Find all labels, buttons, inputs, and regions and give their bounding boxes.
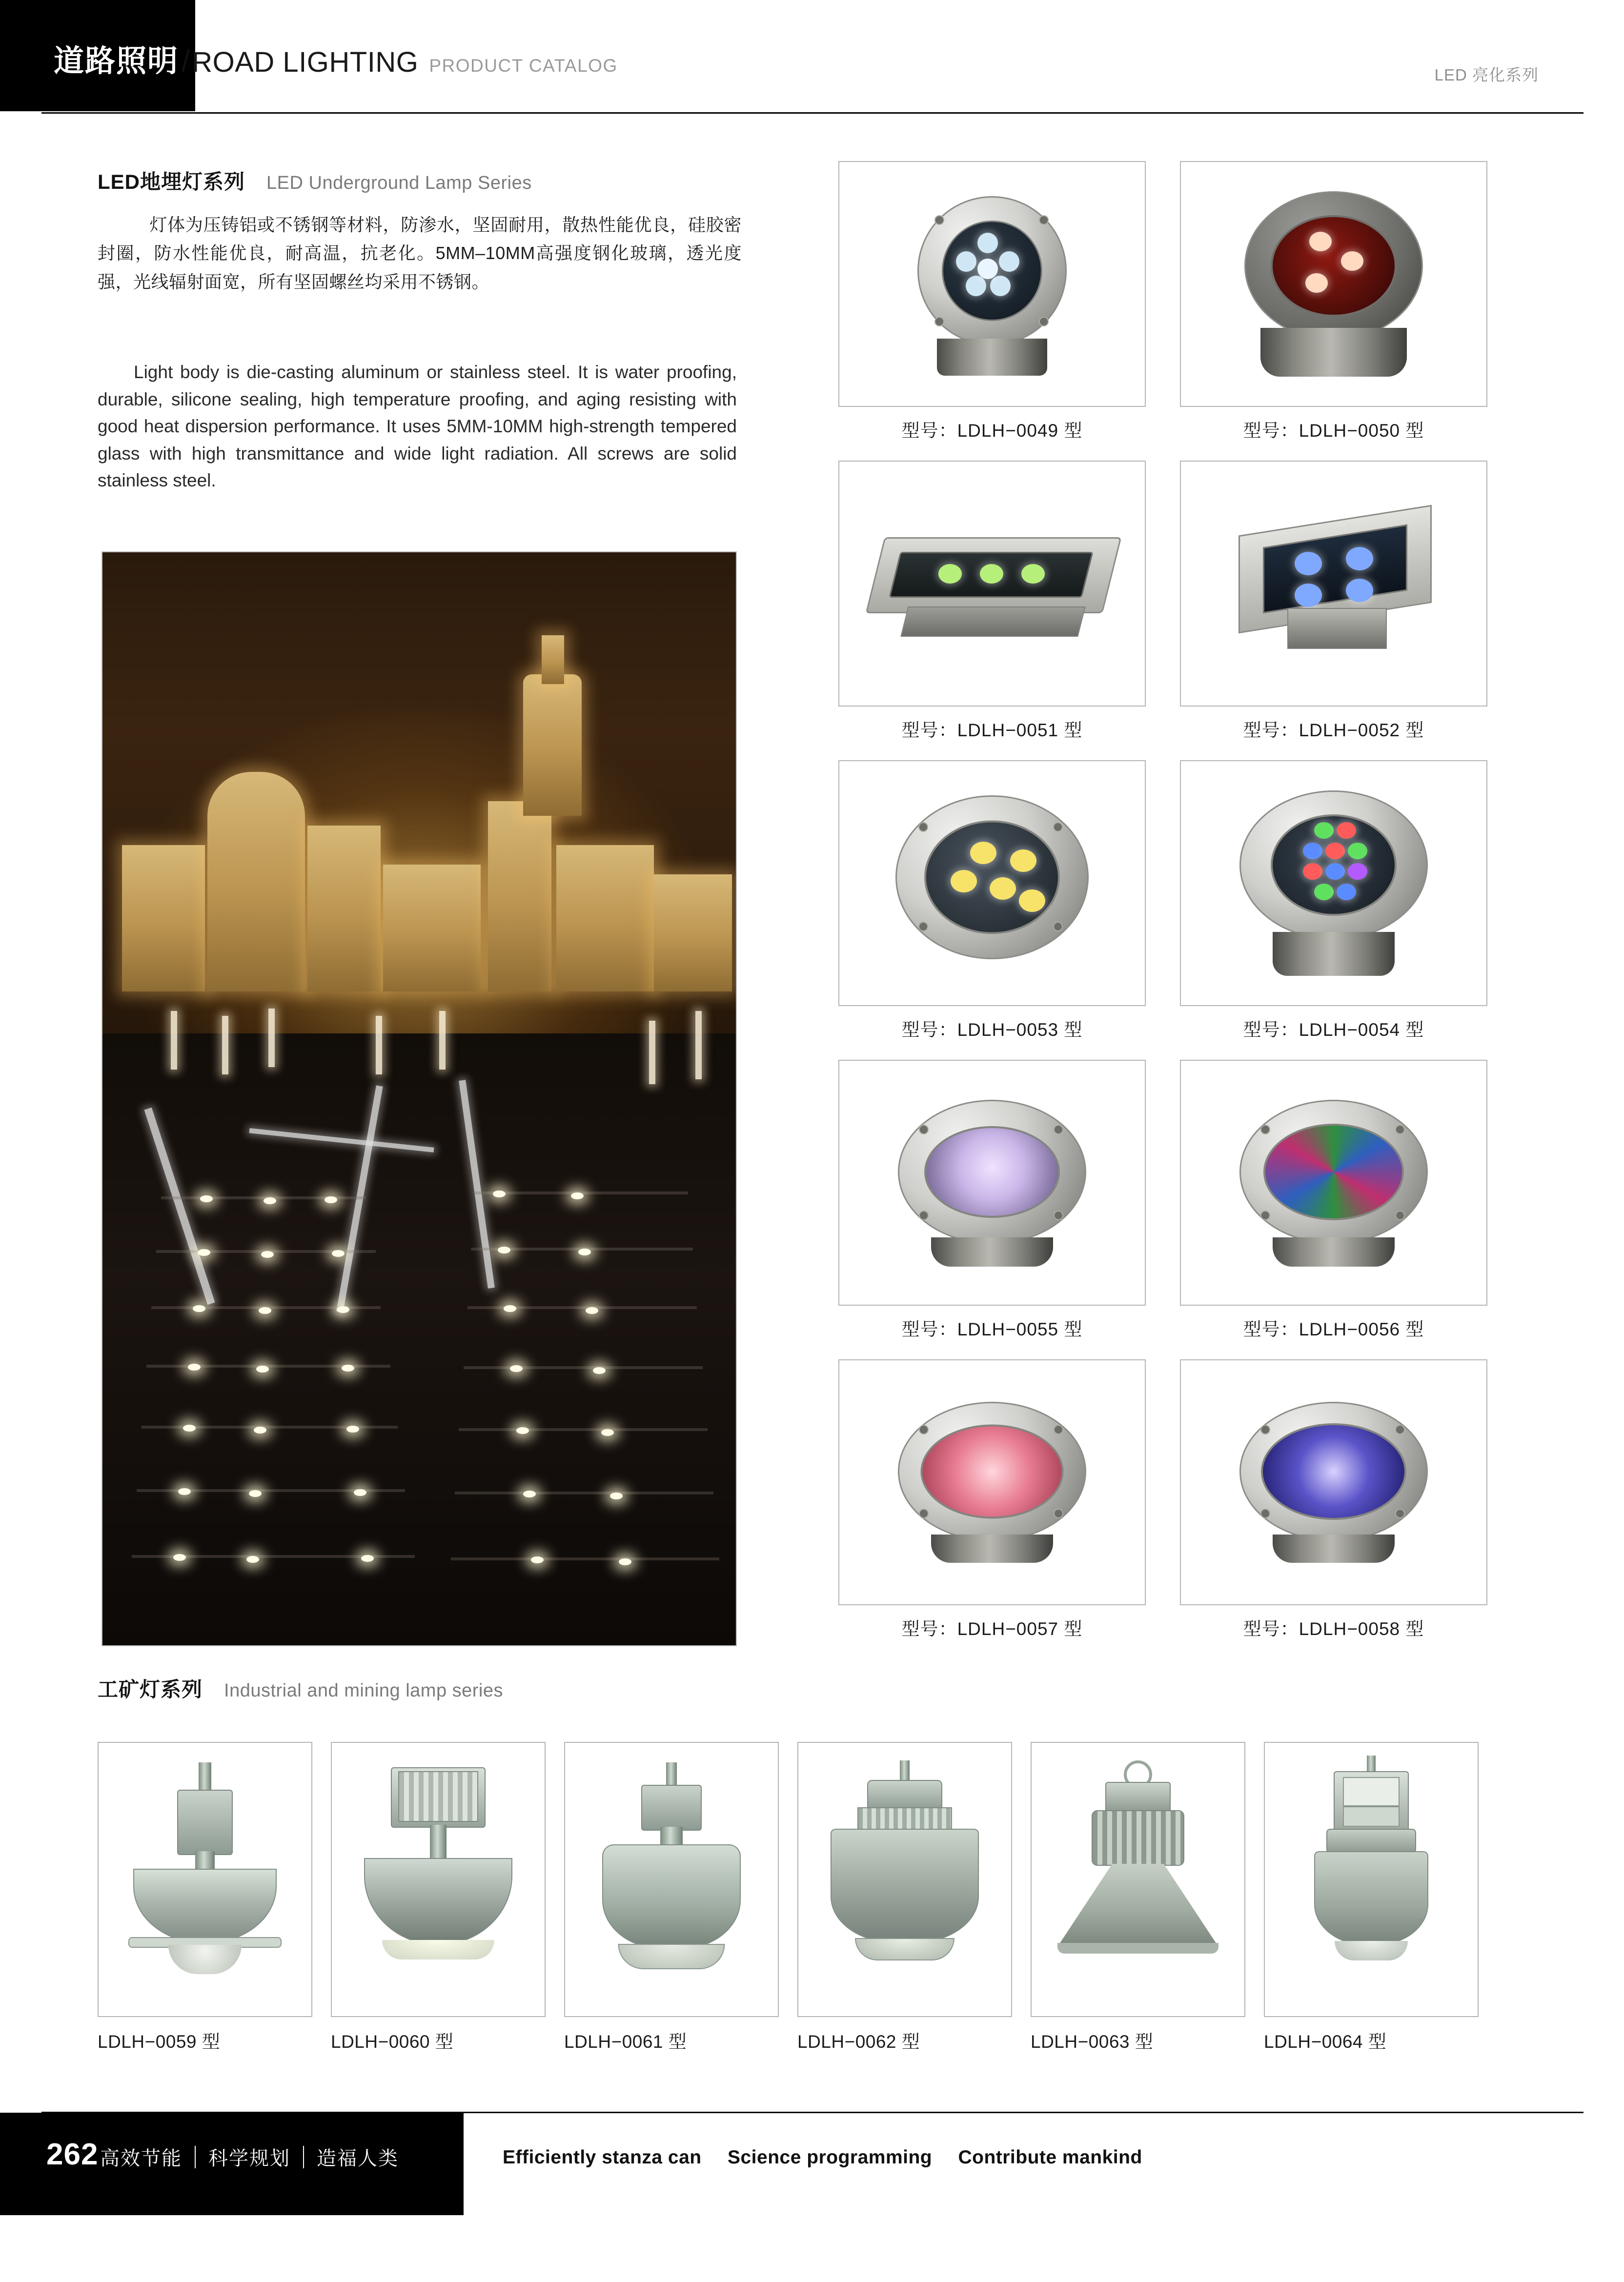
footer-slogan-en-1: Efficiently stanza can: [503, 2147, 702, 2168]
header-title-en: ROAD LIGHTING: [192, 46, 419, 78]
photo-step-light: [510, 1365, 523, 1372]
product-cell-ldlh-0064[interactable]: [1264, 1742, 1479, 2053]
underground-paragraph-en-text: Light body is die-casting aluminum or stainless steel. It is water proofing, durable, silicone sealing, high temperature proofing, and aging resisting with good heat dispersion performance. It uses 5MM-10MM high-strength tempered glass with high transmittance and wide light radiation. All screws are solid stainless steel.: [98, 362, 737, 490]
photo-step-light: [183, 1425, 196, 1432]
product-image-ldlh-0052: [1180, 461, 1487, 707]
product-row: [838, 461, 1585, 754]
product-row: [838, 760, 1585, 1054]
photo-step: [451, 1557, 719, 1560]
photo-building: [556, 845, 654, 991]
section-title-industrial-en: Industrial and mining lamp series: [224, 1680, 504, 1701]
product-image-ldlh-0055: [838, 1060, 1146, 1306]
product-caption: 型号：LDLH−0051 型: [901, 720, 1083, 740]
product-image-ldlh-0061: [564, 1742, 779, 2017]
photo-building: [207, 772, 305, 991]
footer-slogan-cn-3: 造福人类: [317, 2148, 399, 2169]
photo-bollard: [222, 1016, 228, 1074]
footer-slogan-en-3: Contribute mankind: [958, 2147, 1142, 2168]
product-image-ldlh-0051: [838, 461, 1146, 707]
photo-step-light: [178, 1488, 191, 1495]
product-cell-ldlh-0060[interactable]: [331, 1742, 546, 2053]
photo-step-light: [493, 1191, 506, 1197]
product-caption: 型号：LDLH−0057 型: [901, 1619, 1083, 1639]
product-cell-ldlh-0062[interactable]: [797, 1742, 1012, 2053]
photo-step-light: [200, 1195, 213, 1202]
underground-product-grid: [838, 161, 1585, 1659]
photo-step-light: [504, 1305, 516, 1312]
product-cell-ldlh-0059[interactable]: [98, 1742, 312, 2053]
photo-ground: [102, 1033, 736, 1645]
product-cell-ldlh-0057[interactable]: [838, 1359, 1146, 1653]
photo-step-light: [246, 1556, 259, 1563]
photo-step: [467, 1306, 697, 1309]
photo-step-light: [256, 1366, 269, 1373]
photo-building: [654, 874, 732, 991]
photo-bollard: [695, 1011, 702, 1079]
product-caption: LDLH−0064 型: [1264, 2032, 1387, 2052]
photo-bollard: [649, 1021, 655, 1084]
page-header: [0, 0, 1624, 122]
product-caption: LDLH−0059 型: [98, 2032, 221, 2052]
photo-step-light: [325, 1196, 337, 1203]
photo-step-light: [261, 1251, 274, 1258]
section-title-underground: [98, 166, 532, 195]
product-row: [838, 1060, 1585, 1353]
photo-step-light: [198, 1249, 210, 1256]
photo-bollard: [439, 1011, 446, 1070]
photo-step-light: [578, 1249, 591, 1255]
photo-building: [488, 801, 551, 991]
product-image-ldlh-0054: [1180, 760, 1487, 1006]
photo-step-light: [342, 1365, 354, 1372]
product-caption: 型号：LDLH−0058 型: [1243, 1619, 1424, 1639]
header-series-label: LED 亮化系列: [1434, 66, 1539, 84]
section-title-underground-en: LED Underground Lamp Series: [266, 173, 532, 193]
photo-step-light: [332, 1250, 345, 1257]
product-image-ldlh-0059: [98, 1742, 312, 2017]
product-image-ldlh-0057: [838, 1359, 1146, 1605]
photo-step: [459, 1428, 708, 1431]
footer-slogan-en: [503, 2147, 1163, 2168]
product-image-ldlh-0056: [1180, 1060, 1487, 1306]
photo-step-light: [593, 1367, 606, 1374]
photo-step: [455, 1492, 713, 1494]
photo-step-light: [531, 1556, 544, 1563]
product-cell-ldlh-0052[interactable]: [1180, 461, 1487, 754]
product-image-ldlh-0060: [331, 1742, 546, 2017]
photo-building: [307, 826, 381, 991]
product-cell-ldlh-0054[interactable]: [1180, 760, 1487, 1054]
photo-step-light: [249, 1490, 262, 1497]
product-image-ldlh-0064: [1264, 1742, 1479, 2017]
photo-bollard: [171, 1011, 177, 1070]
footer-slogan-divider: [195, 2146, 196, 2168]
product-caption: 型号：LDLH−0055 型: [901, 1319, 1083, 1339]
header-title-group: [54, 46, 618, 77]
photo-step-light: [523, 1491, 536, 1497]
photo-step-light: [619, 1558, 631, 1565]
photo-clocktower: [523, 674, 582, 816]
product-caption: LDLH−0060 型: [331, 2032, 454, 2052]
underground-paragraph-en: [98, 359, 737, 494]
product-caption: LDLH−0063 型: [1031, 2032, 1154, 2052]
header-slash: /: [182, 44, 190, 78]
photo-step-light: [264, 1197, 276, 1204]
product-caption: LDLH−0062 型: [797, 2032, 920, 2052]
product-image-ldlh-0049: [838, 161, 1146, 407]
product-cell-ldlh-0063[interactable]: [1031, 1742, 1245, 2053]
photo-step-light: [601, 1429, 614, 1436]
product-cell-ldlh-0061[interactable]: [564, 1742, 779, 2053]
page-number: 262: [46, 2138, 99, 2171]
product-image-ldlh-0063: [1031, 1742, 1245, 2017]
footer-slogan-divider: [303, 2146, 304, 2168]
product-caption: LDLH−0061 型: [564, 2032, 687, 2052]
industrial-product-grid: [98, 1742, 1532, 2053]
product-caption: 型号：LDLH−0049 型: [901, 421, 1083, 441]
product-caption: 型号：LDLH−0053 型: [901, 1020, 1083, 1040]
section-title-industrial-cn: 工矿灯系列: [98, 1678, 203, 1701]
photo-step-light: [188, 1364, 201, 1371]
product-caption: 型号：LDLH−0050 型: [1243, 421, 1424, 441]
photo-step-light: [571, 1192, 584, 1199]
hero-photo: [102, 551, 737, 1646]
photo-step-light: [586, 1307, 598, 1314]
photo-step-light: [173, 1554, 186, 1561]
photo-bollard: [376, 1016, 382, 1074]
product-row: [838, 161, 1585, 455]
photo-step-light: [516, 1427, 529, 1434]
photo-building: [122, 845, 205, 991]
product-cell-ldlh-0050[interactable]: [1180, 161, 1487, 455]
product-cell-ldlh-0053[interactable]: [838, 760, 1146, 1054]
footer-slogan-cn-2: 科学规划: [208, 2148, 290, 2169]
photo-step-light: [346, 1426, 359, 1433]
header-title-cn: 道路照明: [54, 44, 179, 78]
header-subtitle-en: PRODUCT CATALOG: [429, 56, 618, 76]
product-caption: 型号：LDLH−0052 型: [1243, 720, 1424, 740]
product-cell-ldlh-0056[interactable]: [1180, 1060, 1487, 1353]
header-divider: [41, 112, 1583, 114]
photo-step-light: [193, 1305, 205, 1312]
footer-slogan-cn-1: 高效节能: [100, 2148, 182, 2169]
photo-step-light: [354, 1489, 366, 1496]
photo-bollard: [268, 1009, 275, 1067]
product-cell-ldlh-0051[interactable]: [838, 461, 1146, 754]
photo-step: [464, 1366, 703, 1369]
footer-slogan-cn: [100, 2143, 399, 2171]
section-title-underground-cn: LED地埋灯系列: [98, 170, 245, 193]
photo-step-light: [610, 1493, 623, 1499]
product-image-ldlh-0062: [797, 1742, 1012, 2017]
section-title-industrial: [98, 1674, 503, 1703]
product-image-ldlh-0058: [1180, 1359, 1487, 1605]
product-cell-ldlh-0055[interactable]: [838, 1060, 1146, 1353]
photo-step-light: [254, 1427, 266, 1434]
underground-paragraph-cn-text: 灯体为压铸铝或不锈钢等材料，防渗水，坚固耐用，散热性能优良，硅胶密封圈，防水性能优良，耐高温，抗老化。5MM–10MM高强度钢化玻璃，透光度强，光线辐射面宽，所有坚固螺丝均采用不锈钢。: [98, 215, 742, 292]
product-caption: 型号：LDLH−0054 型: [1243, 1020, 1424, 1040]
photo-step: [142, 1426, 398, 1429]
product-caption: 型号：LDLH−0056 型: [1243, 1319, 1424, 1339]
footer-slogan-en-2: Science programming: [727, 2147, 933, 2168]
underground-paragraph-cn: [98, 211, 742, 296]
photo-step-light: [337, 1306, 349, 1313]
photo-spire: [542, 635, 564, 684]
photo-step-light: [361, 1555, 374, 1562]
photo-step-light: [259, 1307, 271, 1314]
photo-step-light: [498, 1247, 510, 1253]
photo-building: [383, 865, 481, 991]
product-cell-ldlh-0058[interactable]: [1180, 1359, 1487, 1653]
product-row: [838, 1359, 1585, 1653]
product-cell-ldlh-0049[interactable]: [838, 161, 1146, 455]
product-image-ldlh-0053: [838, 760, 1146, 1006]
product-image-ldlh-0050: [1180, 161, 1487, 407]
